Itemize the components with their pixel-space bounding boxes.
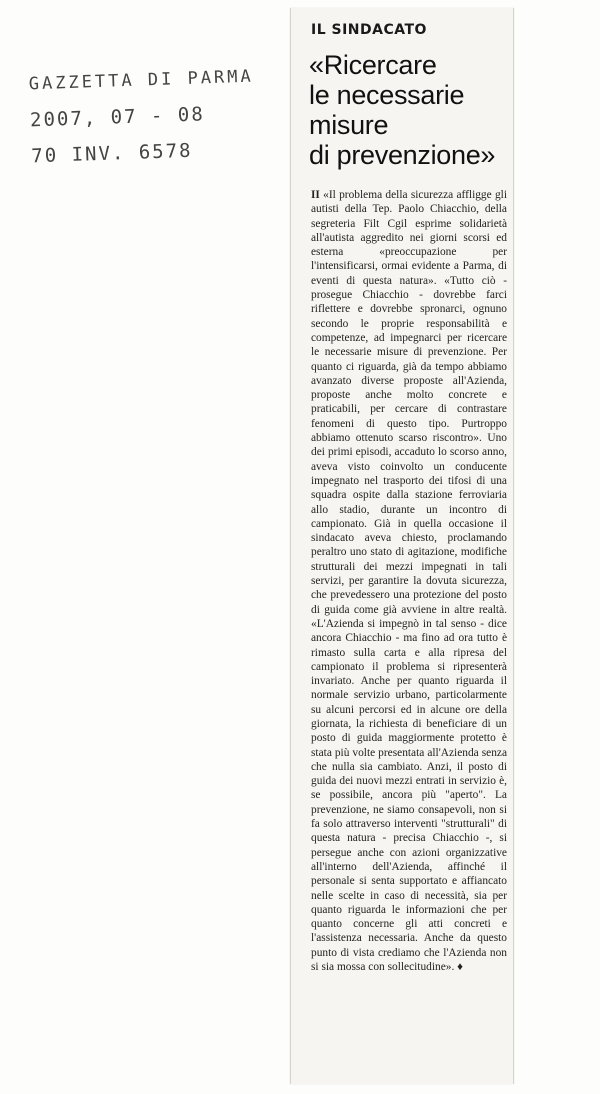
article-kicker: IL SINDACATO bbox=[311, 22, 427, 38]
handwritten-inventory: 70 INV. 6578 bbox=[30, 139, 193, 168]
handwritten-source: GAZZETTA DI PARMA bbox=[28, 66, 255, 95]
headline-line: misure bbox=[309, 110, 389, 140]
end-mark: ♦ bbox=[457, 961, 463, 974]
article-body bbox=[311, 188, 507, 974]
headline-line: di prevenzione» bbox=[309, 140, 496, 170]
article-headline bbox=[309, 50, 509, 170]
headline-line: le necessarie bbox=[309, 80, 465, 110]
handwritten-date: 2007, 07 - 08 bbox=[29, 103, 206, 132]
headline-line: «Ricercare bbox=[309, 50, 437, 80]
newspaper-clipping bbox=[290, 8, 514, 1084]
lead-mark: II bbox=[311, 189, 320, 201]
article-body-text: «Il problema della sicurezza affligge gli autisti della Tep. Paolo Chiacchio, della segreteria Filt Cgil esprime solidarietà all'autista aggredito nei giorni scorsi ed esterna «preoccupazione per l'intensificarsi, ormai evidente a Parma, di eventi di questa natura». «Tutto ciò - prosegue Chiacchio - dovrebbe farci riflettere e dovrebbe spronarci, ognuno secondo le proprie responsabilità e competenze, ad impegnarci per ricercare le necessarie misure di prevenzione. Per quanto ci riguarda, già da tempo abbiamo avanzato diverse proposte all'Azienda, proposte anche molto concrete e praticabili, per cercare di contrastare fenomeni di questo tipo. Purtroppo abbiamo ottenuto scarso riscontro». Uno dei primi episodi, accaduto lo scorso anno, aveva visto coinvolto un conducente impegnato nel trasporto dei tifosi di una squadra ospite dalla stazione ferroviaria allo stadio, durante un incontro di campionato. Già in quella occasione il sindacato aveva chiesto, proclamando peraltro uno stato di agitazione, modifiche strutturali dei mezzi impegnati in tali servizi, per garantire la dovuta sicurezza, che prevedessero una protezione del posto di guida come già avviene in altre realtà. «L'Azienda si impegnò in tal senso - dice ancora Chiacchio - ma fino ad ora tutto è rimasto sulla carta e alla ripresa del campionato il problema si ripresenterà invariato. Anche per quanto riguarda il normale servizio urbano, particolarmente su alcuni percorsi ed in alcune ore della giornata, la richiesta di beneficiare di un posto di guida maggiormente protetto è stata più volte presentata all'Azienda senza che nulla sia cambiato. Anzi, il posto di guida dei nuovi mezzi entrati in servizio è, se possibile, ancora più "aperto". La prevenzione, ne siamo consapevoli, non si fa solo attraverso interventi "strutturali" di questa natura - precisa Chiacchio -, si persegue anche con azioni organizzative all'interno dell'Azienda, affinché il personale si senta supportato e affiancato nelle scelte in caso di necessità, sia per quanto riguarda le informazioni che per quanto concerne gli atti concreti e l'assistenza necessaria. Anche da questo punto di vista crediamo che l'Azienda non si sia mossa con sollecitudine». bbox=[311, 189, 507, 974]
handwritten-archive-note bbox=[28, 58, 282, 175]
